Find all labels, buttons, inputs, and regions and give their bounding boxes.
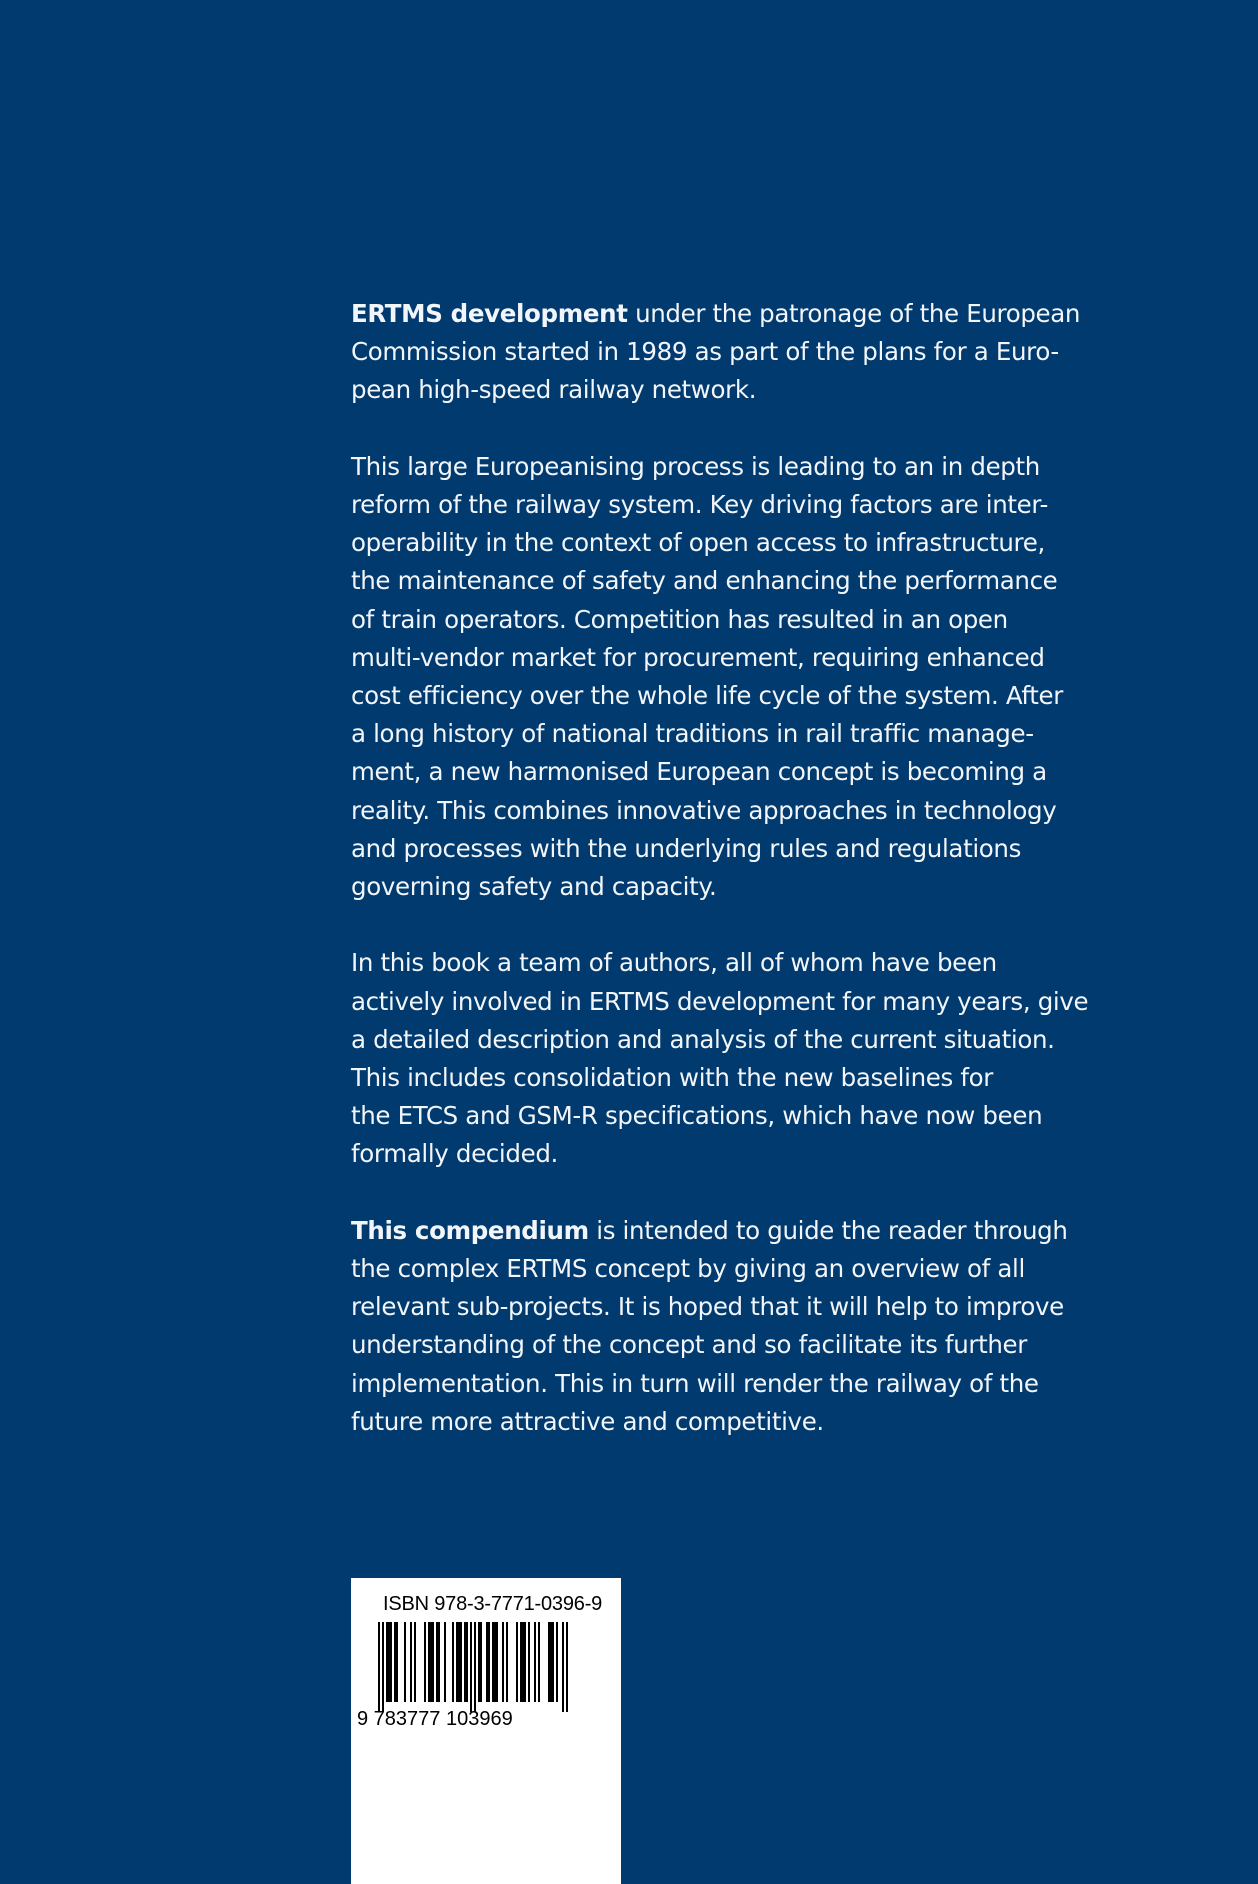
text-line: the maintenance of safety and enhancing the performance xyxy=(351,566,1058,596)
barcode-bar xyxy=(538,1622,540,1702)
text-line-content: is intended to guide the reader through xyxy=(588,1215,1068,1245)
bold-lead-this-compendium: This compendium xyxy=(351,1215,589,1245)
blurb-text xyxy=(351,295,1089,1479)
paragraph-ertms-development xyxy=(351,295,1081,410)
barcode-bar xyxy=(474,1622,476,1712)
text-line xyxy=(351,295,1081,333)
barcode-bar xyxy=(516,1622,518,1702)
barcode-bar xyxy=(410,1622,412,1702)
text-line: implementation. This in turn will render the railway of the xyxy=(351,1368,1039,1398)
barcode-digits: 9 783777 103969 xyxy=(357,1708,513,1730)
paragraph-compendium xyxy=(351,1212,1068,1441)
barcode-bar xyxy=(506,1622,508,1702)
text-line: pean high-speed railway network. xyxy=(351,375,757,405)
text-line: formally decided. xyxy=(351,1139,558,1169)
barcode-bar xyxy=(550,1622,552,1702)
barcode-bar xyxy=(528,1622,530,1702)
text-line: the ETCS and GSM-R specifications, which have now been xyxy=(351,1101,1043,1131)
barcode-bar xyxy=(562,1622,564,1712)
paragraph-europeanising-process xyxy=(351,448,1063,906)
barcode-bar xyxy=(464,1622,466,1702)
barcode-bar xyxy=(566,1622,568,1712)
barcode-bar xyxy=(466,1622,468,1702)
text-line: This includes consolidation with the new baselines for xyxy=(351,1063,993,1093)
barcode-bar xyxy=(404,1622,406,1702)
barcode-bar xyxy=(428,1622,430,1702)
text-line-content: under the patronage of the European xyxy=(627,299,1081,328)
text-line: a long history of national traditions in rail traffic manage- xyxy=(351,719,1034,749)
text-line: multi-vendor market for procurement, requiring enhanced xyxy=(351,642,1045,672)
barcode-bar xyxy=(496,1622,498,1702)
barcode-bar xyxy=(378,1622,380,1712)
text-line: the complex ERTMS concept by giving an overview of all xyxy=(351,1254,1025,1284)
text-line: and processes with the underlying rules and regulations xyxy=(351,833,1022,863)
barcode-bar xyxy=(524,1622,526,1702)
barcode-bar xyxy=(520,1622,522,1702)
text-line: Commission started in 1989 as part of the plans for a Euro- xyxy=(351,337,1059,367)
text-line: actively involved in ERTMS development for many years, give xyxy=(351,986,1089,1016)
barcode-bar xyxy=(460,1622,462,1702)
barcode-bar xyxy=(488,1622,490,1702)
text-line: understanding of the concept and so facilitate its further xyxy=(351,1330,1027,1360)
barcode-bar xyxy=(396,1622,398,1702)
text-line: future more attractive and competitive. xyxy=(351,1406,824,1436)
barcode-bar xyxy=(534,1622,536,1702)
barcode-bar xyxy=(436,1622,438,1702)
barcode-bar xyxy=(556,1622,558,1702)
paragraph-team-of-authors xyxy=(351,944,1089,1173)
barcode-bar xyxy=(424,1622,426,1702)
text-line xyxy=(351,1212,1068,1250)
text-line: reality. This combines innovative approaches in technology xyxy=(351,795,1057,825)
barcode-bar xyxy=(438,1622,440,1702)
barcode-bar xyxy=(388,1622,390,1702)
barcode-bar xyxy=(452,1622,454,1702)
barcode-icon xyxy=(356,1622,616,1712)
barcode-bar xyxy=(502,1622,504,1702)
text-line: ment, a new harmonised European concept is becoming a xyxy=(351,757,1047,787)
barcode-bar xyxy=(430,1622,432,1702)
text-line: In this book a team of authors, all of whom have been xyxy=(351,948,997,978)
barcode-bar xyxy=(414,1622,416,1702)
barcode-bar xyxy=(444,1622,446,1702)
barcode-bar xyxy=(522,1622,524,1702)
barcode-bar xyxy=(478,1622,480,1702)
text-line: governing safety and capacity. xyxy=(351,872,717,902)
isbn-label: ISBN 978-3-7771-0396-9 xyxy=(383,1593,603,1615)
text-line: relevant sub-projects. It is hoped that it will help to improve xyxy=(351,1292,1064,1322)
barcode-bar xyxy=(458,1622,460,1702)
text-line: cost efficiency over the whole life cycle of the system. After xyxy=(351,681,1063,711)
barcode-bar xyxy=(394,1622,396,1702)
barcode-bar xyxy=(456,1622,458,1702)
barcode-panel xyxy=(351,1578,621,1884)
text-line: of train operators. Competition has resulted in an open xyxy=(351,604,1008,634)
text-line: a detailed description and analysis of the current situation. xyxy=(351,1024,1055,1054)
barcode-bar xyxy=(552,1622,554,1702)
barcode-bar xyxy=(480,1622,482,1702)
barcode-bar xyxy=(432,1622,434,1702)
text-line: reform of the railway system. Key driving factors are inter- xyxy=(351,490,1049,519)
barcode-bar xyxy=(494,1622,496,1702)
barcode-bar xyxy=(386,1622,388,1702)
text-line: This large Europeanising process is leading to an in depth xyxy=(351,451,1040,481)
text-line: operability in the context of open access to infrastructure, xyxy=(351,528,1045,558)
barcode-bar xyxy=(492,1622,494,1702)
barcode-bar xyxy=(548,1622,550,1702)
bold-lead-ertms-development: ERTMS development xyxy=(351,299,628,328)
barcode-bar xyxy=(470,1622,472,1712)
barcode-bar xyxy=(486,1622,488,1702)
barcode-bar xyxy=(382,1622,384,1712)
barcode-bar xyxy=(390,1622,392,1702)
